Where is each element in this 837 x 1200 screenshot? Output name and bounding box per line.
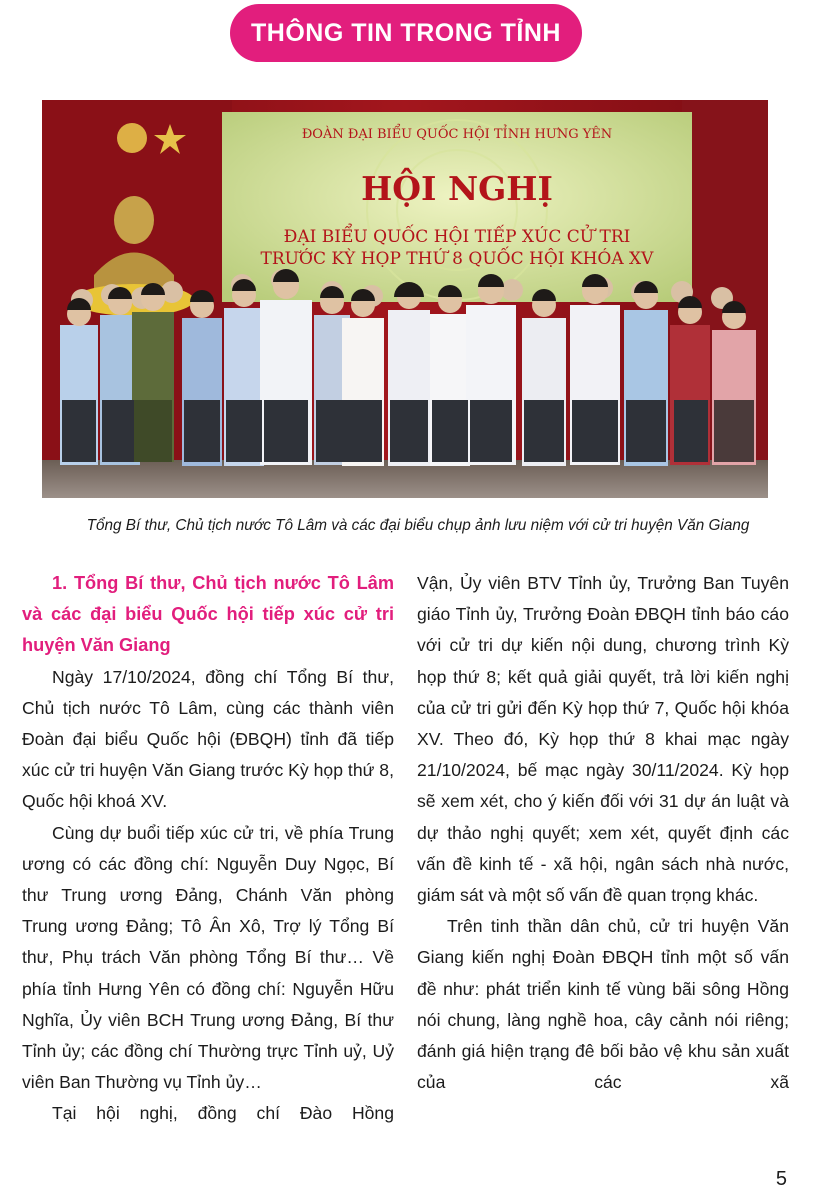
photo-caption: Tổng Bí thư, Chủ tịch nước Tô Lâm và các đại biểu chụp ảnh lưu niệm với cử tri huyện Văn Giang (86, 517, 750, 534)
paragraph: Tại hội nghị, đồng chí Đào Hồng (52, 1103, 394, 1124)
banner-org: ĐOÀN ĐẠI BIỂU QUỐC HỘI TỈNH HƯNG YÊN (301, 127, 613, 142)
banner-line-1: ĐẠI BIỂU QUỐC HỘI TIẾP XÚC CỬ TRI (283, 227, 631, 247)
paragraph: Trên tinh thần dân chủ, cử tri huyện Văn Giang kiến nghị Đoàn ĐBQH tỉnh một số vấn đề như: phát triển kinh tế vùng bãi sông Hồng nói chung, làng nghề hoa, cây cảnh nói riêng; đánh giá hiện trạng đê bối bảo vệ khu sản xuất của các xã (417, 916, 789, 1093)
paragraph: Vận, Ủy viên BTV Tỉnh ủy, Trưởng Ban Tuyên giáo Tỉnh ủy, Trưởng Đoàn ĐBQH tỉnh báo cáo với cử tri dự kiến nội dung, chương trình Kỳ họp thứ 8; kết quả giải quyết, trả lời kiến nghị của cử tri gửi đến Kỳ họp thứ 7, Quốc hội khóa XV. Theo đó, Kỳ họp thứ 8 khai mạc ngày 21/10/2024, bế mạc ngày 30/11/2024. Kỳ họp sẽ xem xét, cho ý kiến đối với 31 dự án luật và dự thảo nghị quyết; xem xét, quyết định các vấn đề kinh tế - xã hội, ngân sách nhà nước, giám sát và một số vấn đề quan trọng khác. (417, 573, 789, 906)
banner-title: HỘI NGHỊ (361, 169, 553, 208)
paragraph: Ngày 17/10/2024, đồng chí Tổng Bí thư, Chủ tịch nước Tô Lâm, cùng các thành viên Đoàn đại biểu Quốc hội (ĐBQH) tỉnh đã tiếp xúc cử tri huyện Văn Giang trước Kỳ họp thứ 8, Quốc hội khoá XV. (22, 666, 394, 812)
paragraph: Cùng dự buổi tiếp xúc cử tri, về phía Trung ương có các đồng chí: Nguyễn Duy Ngọc, Bí thư Trung ương Đảng, Chánh Văn phòng Trung ương Đảng; Tô Ân Xô, Trợ lý Tổng Bí thư, Phụ trách Văn phòng Tổng Bí thư… Về phía tỉnh Hưng Yên có đồng chí: Nguyễn Hữu Nghĩa, Ủy viên BCH Trung ương Đảng, Bí thư Tỉnh ủy; các đồng chí Thường trực Tỉnh uỷ, Uỷ viên Ban Thường vụ Tỉnh ủy… (22, 822, 394, 1093)
page-number: 5 (775, 1168, 787, 1190)
group-photo (42, 100, 768, 498)
right-column (417, 568, 789, 1098)
section-header-label: THÔNG TIN TRONG TỈNH (251, 18, 561, 47)
group-photo-illustration (42, 100, 768, 498)
banner-line-2: TRƯỚC KỲ HỌP THỨ 8 QUỐC HỘI KHÓA XV (260, 249, 654, 269)
left-column (22, 568, 394, 1130)
section-heading: 1. Tổng Bí thư, Chủ tịch nước Tô Lâm và các đại biểu Quốc hội tiếp xúc cử tri huyện Văn Giang (22, 573, 394, 656)
section-header (230, 4, 582, 62)
